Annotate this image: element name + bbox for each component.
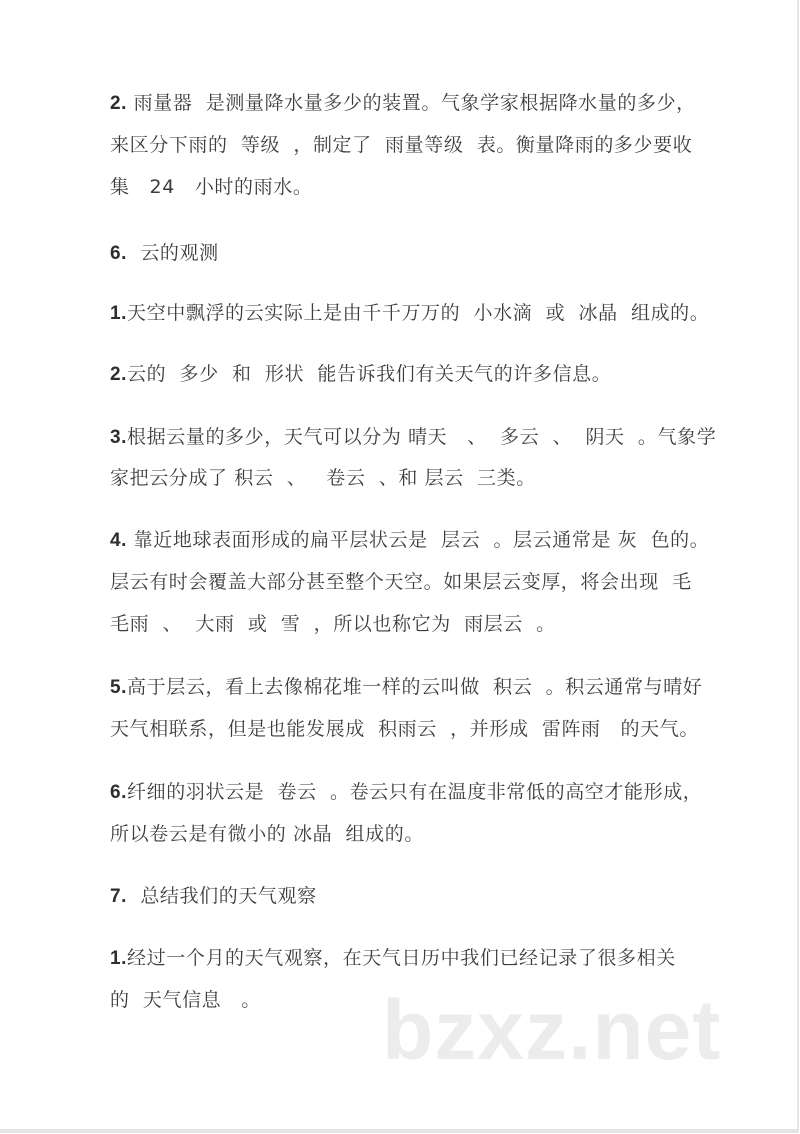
line-text: 经过一个月的天气观察，在天气日历中我们已经记录了很多相关 — [127, 947, 676, 969]
paragraph-line — [110, 133, 692, 157]
heading-text: 云的观测 — [127, 242, 219, 264]
line-text: 纤细的羽状云是 卷云 。卷云只有在温度非常低的高空才能形成， — [127, 781, 703, 803]
heading-number: 6. — [110, 243, 128, 264]
paragraph-line — [110, 717, 699, 741]
line-text: 集 24 小时的雨水。 — [110, 176, 313, 198]
paragraph-line — [110, 946, 676, 971]
paragraph-line — [110, 362, 611, 387]
paragraph-line — [110, 301, 709, 326]
line-text: 根据云量的多少，天气可以分为 晴天 、 多云 、 阴天 。气象学 — [127, 426, 717, 448]
line-text: 来区分下雨的 等级 ，制定了 雨量等级 表。衡量降雨的多少要收 — [110, 134, 693, 156]
section-heading — [110, 241, 219, 266]
item-number: 2. — [110, 93, 128, 114]
paragraph-line — [110, 528, 709, 553]
item-number: 3. — [110, 427, 128, 448]
item-number: 4. — [110, 530, 128, 551]
paragraph-line — [110, 988, 261, 1012]
section-heading — [110, 884, 317, 909]
paragraph-line — [110, 425, 716, 450]
item-number: 1. — [110, 948, 128, 969]
line-text: 云的 多少 和 形状 能告诉我们有关天气的许多信息。 — [127, 363, 612, 385]
paragraph-line — [110, 91, 696, 116]
watermark: bzxz.net — [382, 983, 722, 1077]
item-number: 5. — [110, 677, 128, 698]
line-text: 毛雨 、 大雨 或 雪 ，所以也称它为 雨层云 。 — [110, 613, 556, 635]
line-text: 高于层云，看上去像棉花堆一样的云叫做 积云 。积云通常与晴好 — [127, 676, 703, 698]
line-text: 所以卷云是有微小的 冰晶 组成的。 — [110, 823, 424, 845]
line-text: 的 天气信息 。 — [110, 989, 261, 1011]
paragraph-line — [110, 612, 556, 636]
line-text: 家把云分成了 积云 、 卷云 、和 层云 三类。 — [110, 467, 536, 489]
heading-text: 总结我们的天气观察 — [127, 885, 317, 907]
paragraph-line — [110, 822, 424, 846]
paragraph-line — [110, 675, 702, 700]
item-number: 1. — [110, 303, 128, 324]
paragraph-line — [110, 570, 692, 594]
paragraph-line — [110, 780, 702, 805]
paragraph-line — [110, 175, 312, 199]
item-number: 6. — [110, 782, 128, 803]
item-number: 2. — [110, 364, 128, 385]
line-text: 雨量器 是测量降水量多少的装置。气象学家根据降水量的多少， — [127, 92, 696, 114]
line-text: 天空中飘浮的云实际上是由千千万万的 小水滴 或 冰晶 组成的。 — [127, 302, 710, 324]
line-text: 层云有时会覆盖大部分甚至整个天空。如果层云变厚，将会出现 毛 — [110, 571, 692, 593]
heading-number: 7. — [110, 886, 128, 907]
line-text: 靠近地球表面形成的扁平层状云是 层云 。层云通常是 灰 色的。 — [127, 529, 710, 551]
line-text: 天气相联系，但是也能发展成 积雨云 ，并形成 雷阵雨 的天气。 — [110, 718, 699, 740]
paragraph-line — [110, 466, 536, 490]
